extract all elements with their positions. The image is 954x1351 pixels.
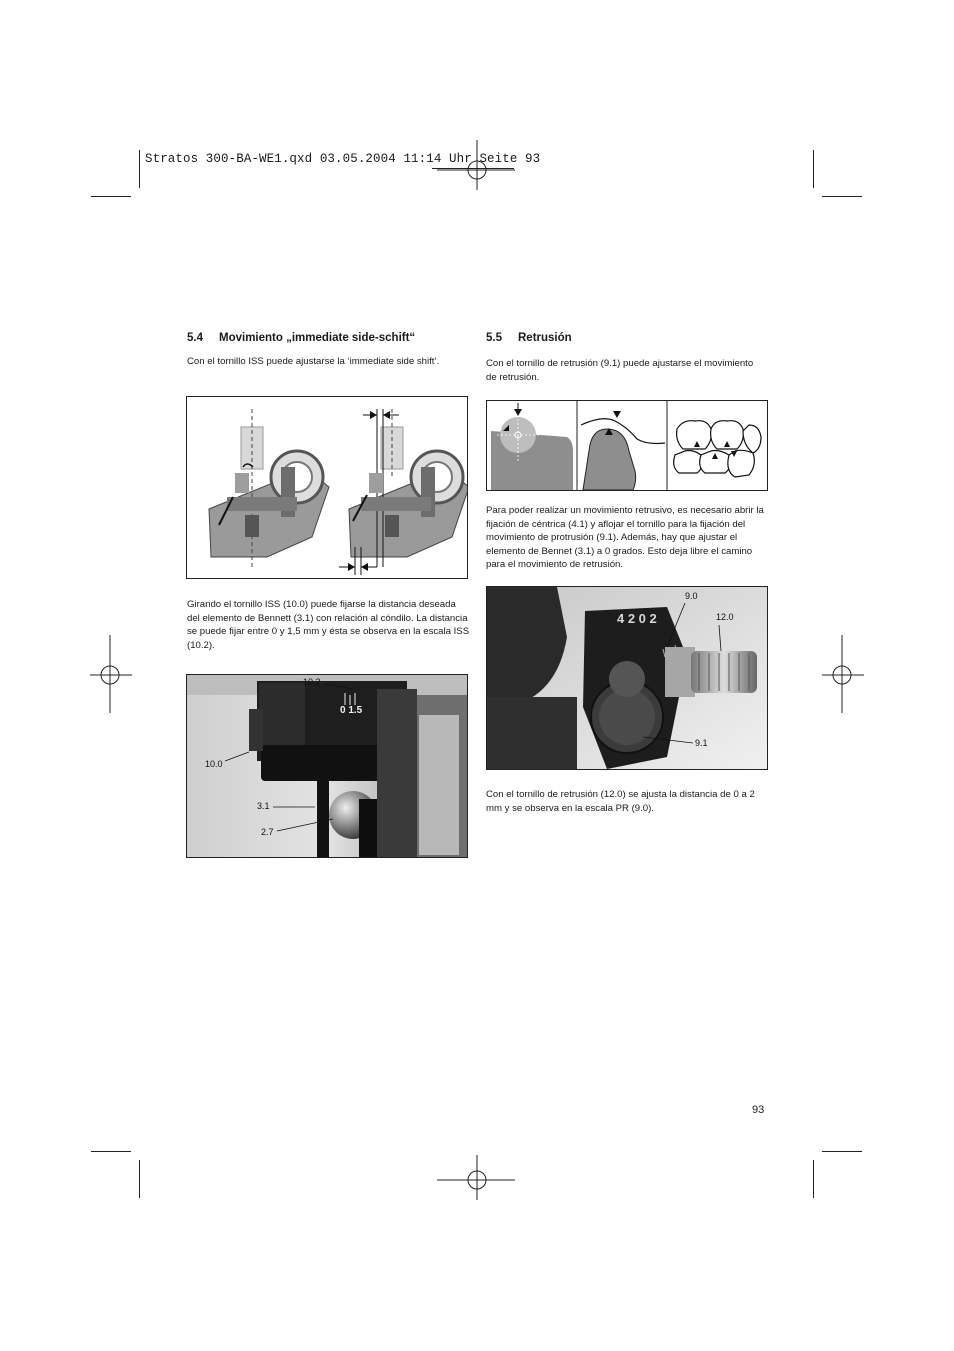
section-heading-5-4 xyxy=(187,332,415,344)
registration-mark-left xyxy=(90,635,135,715)
intro-paragraph: Con el tornillo ISS puede ajustarse la ‘immediate side shift’. xyxy=(187,356,440,367)
section-heading-5-5 xyxy=(486,332,572,344)
panel-teeth xyxy=(674,421,761,477)
body-paragraph-iss: Girando el tornillo ISS (10.0) puede fijarse la distancia deseada del elemento de Bennett (3.1) con relación al cóndilo. La distancia se puede fijar entre 0 y 1,5 mm y ésta se observa en la escala ISS (10.2). xyxy=(187,599,470,651)
registration-mark-top xyxy=(437,140,517,200)
registration-mark-bottom xyxy=(437,1155,517,1205)
callout-9-1: 9.1 xyxy=(695,738,708,748)
body-paragraph-retrusion-screw: Con el tornillo de retrusión (12.0) se ajusta la distancia de 0 a 2 mm y se observa en la escala PR (9.0). xyxy=(486,789,755,814)
intro-paragraph-retrusion: Con el tornillo de retrusión (9.1) puede ajustarse el movimiento de retrusión. xyxy=(486,358,754,383)
retrusion-diagram xyxy=(486,400,768,491)
scale-label-pr: 4 2 0 2 xyxy=(617,611,657,626)
registration-mark-right xyxy=(820,635,865,715)
scale-label-iss: 0 1.5 xyxy=(340,705,363,716)
callout-10-2: 10.2 xyxy=(303,677,321,687)
callout-10-0: 10.0 xyxy=(205,759,223,769)
heading-text: Movimiento „immediate side-schift“ xyxy=(219,332,416,344)
heading-number: 5.5 xyxy=(486,332,502,344)
page-number: 93 xyxy=(752,1104,765,1116)
callout-9-0: 9.0 xyxy=(685,591,698,601)
retrusion-photo xyxy=(486,586,768,770)
panel-condyle-sphere xyxy=(491,403,573,490)
callout-2-7: 2.7 xyxy=(261,827,274,837)
file-slug: Stratos 300-BA-WE1.qxd 03.05.2004 11:14 Uhr Seite 93 xyxy=(145,152,541,166)
iss-diagram xyxy=(186,396,468,579)
iss-photo xyxy=(186,674,468,858)
callout-3-1: 3.1 xyxy=(257,801,270,811)
body-paragraph-retrusion: Para poder realizar un movimiento retrusivo, es necesario abrir la fijación de céntrica (4.1) y aflojar el tornillo para la fijación del movimiento de protrusión (9.1). Además, hay que ajustar el elemento de Bennet (3.1) a 0 grados. Esto deja libre el camino para el movimiento de retrusión. xyxy=(486,505,764,571)
heading-number: 5.4 xyxy=(187,332,203,344)
panel-fossa-profile xyxy=(581,411,665,490)
heading-text: Retrusión xyxy=(518,332,572,344)
callout-12-0: 12.0 xyxy=(716,612,734,622)
